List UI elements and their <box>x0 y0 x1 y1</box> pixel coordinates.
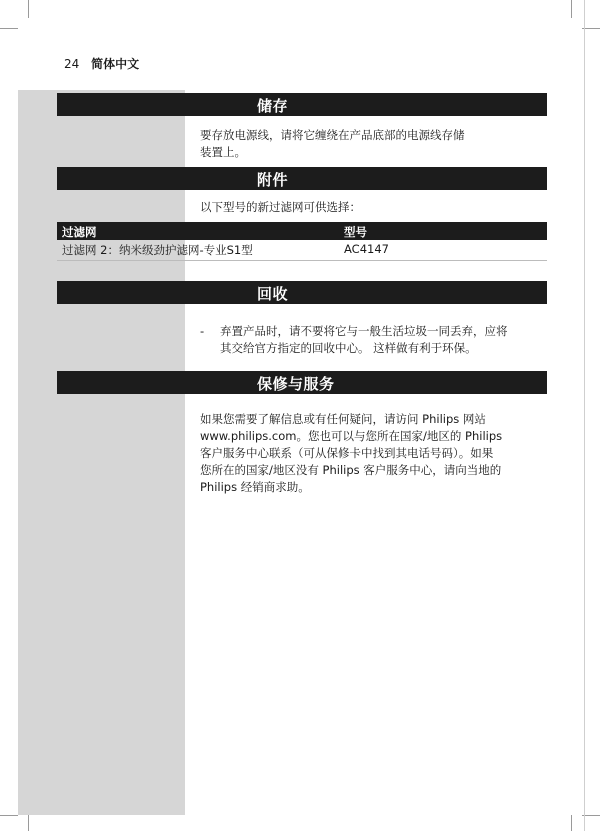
recycling-line: 其交给官方指定的回收中心。 这样做有利于环保。 <box>220 341 477 355</box>
storage-text <box>200 127 550 161</box>
accessories-intro: 以下型号的新过滤网可供选择： <box>200 200 361 214</box>
section-title-guarantee: 保修与服务 <box>257 375 335 393</box>
page-number: 24 <box>64 57 80 71</box>
crop-mark <box>0 28 18 29</box>
storage-line: 要存放电源线，请将它缠绕在产品底部的电源线存储 <box>200 128 465 142</box>
bullet-dash: - <box>200 324 205 338</box>
guarantee-line: 您所在的国家/地区没有 Philips 客户服务中心，请向当地的 <box>200 463 502 477</box>
crop-mark <box>571 815 572 831</box>
guarantee-text <box>200 411 550 496</box>
section-title-accessories: 附件 <box>257 171 289 189</box>
section-title-storage: 储存 <box>257 97 289 115</box>
filter-table <box>57 222 547 261</box>
crop-mark <box>584 0 585 831</box>
guarantee-line: www.philips.com。您也可以与您所在国家/地区的 Philips <box>200 429 503 443</box>
section-bar-accessories <box>57 167 547 190</box>
table-cell-model: AC4147 <box>344 242 389 256</box>
crop-mark <box>571 0 572 18</box>
crop-mark <box>0 815 18 816</box>
recycling-text <box>220 323 550 357</box>
column-header-filter: 过滤网 <box>62 225 97 239</box>
section-title-recycling: 回收 <box>257 285 289 303</box>
table-cell-filter: 过滤网 2：纳米级劲护滤网-专业S1型 <box>62 243 253 257</box>
section-bar-guarantee <box>57 371 547 394</box>
language-label: 简体中文 <box>91 57 140 71</box>
guarantee-line: 如果您需要了解信息或有任何疑问，请访问 Philips 网站 <box>200 412 486 426</box>
table-row <box>57 240 547 261</box>
guarantee-line: 客户服务中心联系（可从保修卡中找到其电话号码）。如果 <box>200 446 494 460</box>
section-bar-recycling <box>57 281 547 304</box>
section-bar-storage <box>57 93 547 116</box>
page-header <box>64 55 139 72</box>
side-column <box>18 90 185 815</box>
storage-line: 装置上。 <box>200 145 246 159</box>
guarantee-line: Philips 经销商求助。 <box>200 480 310 494</box>
crop-mark <box>28 0 29 18</box>
crop-mark <box>28 815 29 831</box>
table-header-row <box>57 222 547 240</box>
column-header-model: 型号 <box>344 225 367 239</box>
recycling-line: 弃置产品时，请不要将它与一般生活垃圾一同丢弃，应将 <box>220 324 508 338</box>
